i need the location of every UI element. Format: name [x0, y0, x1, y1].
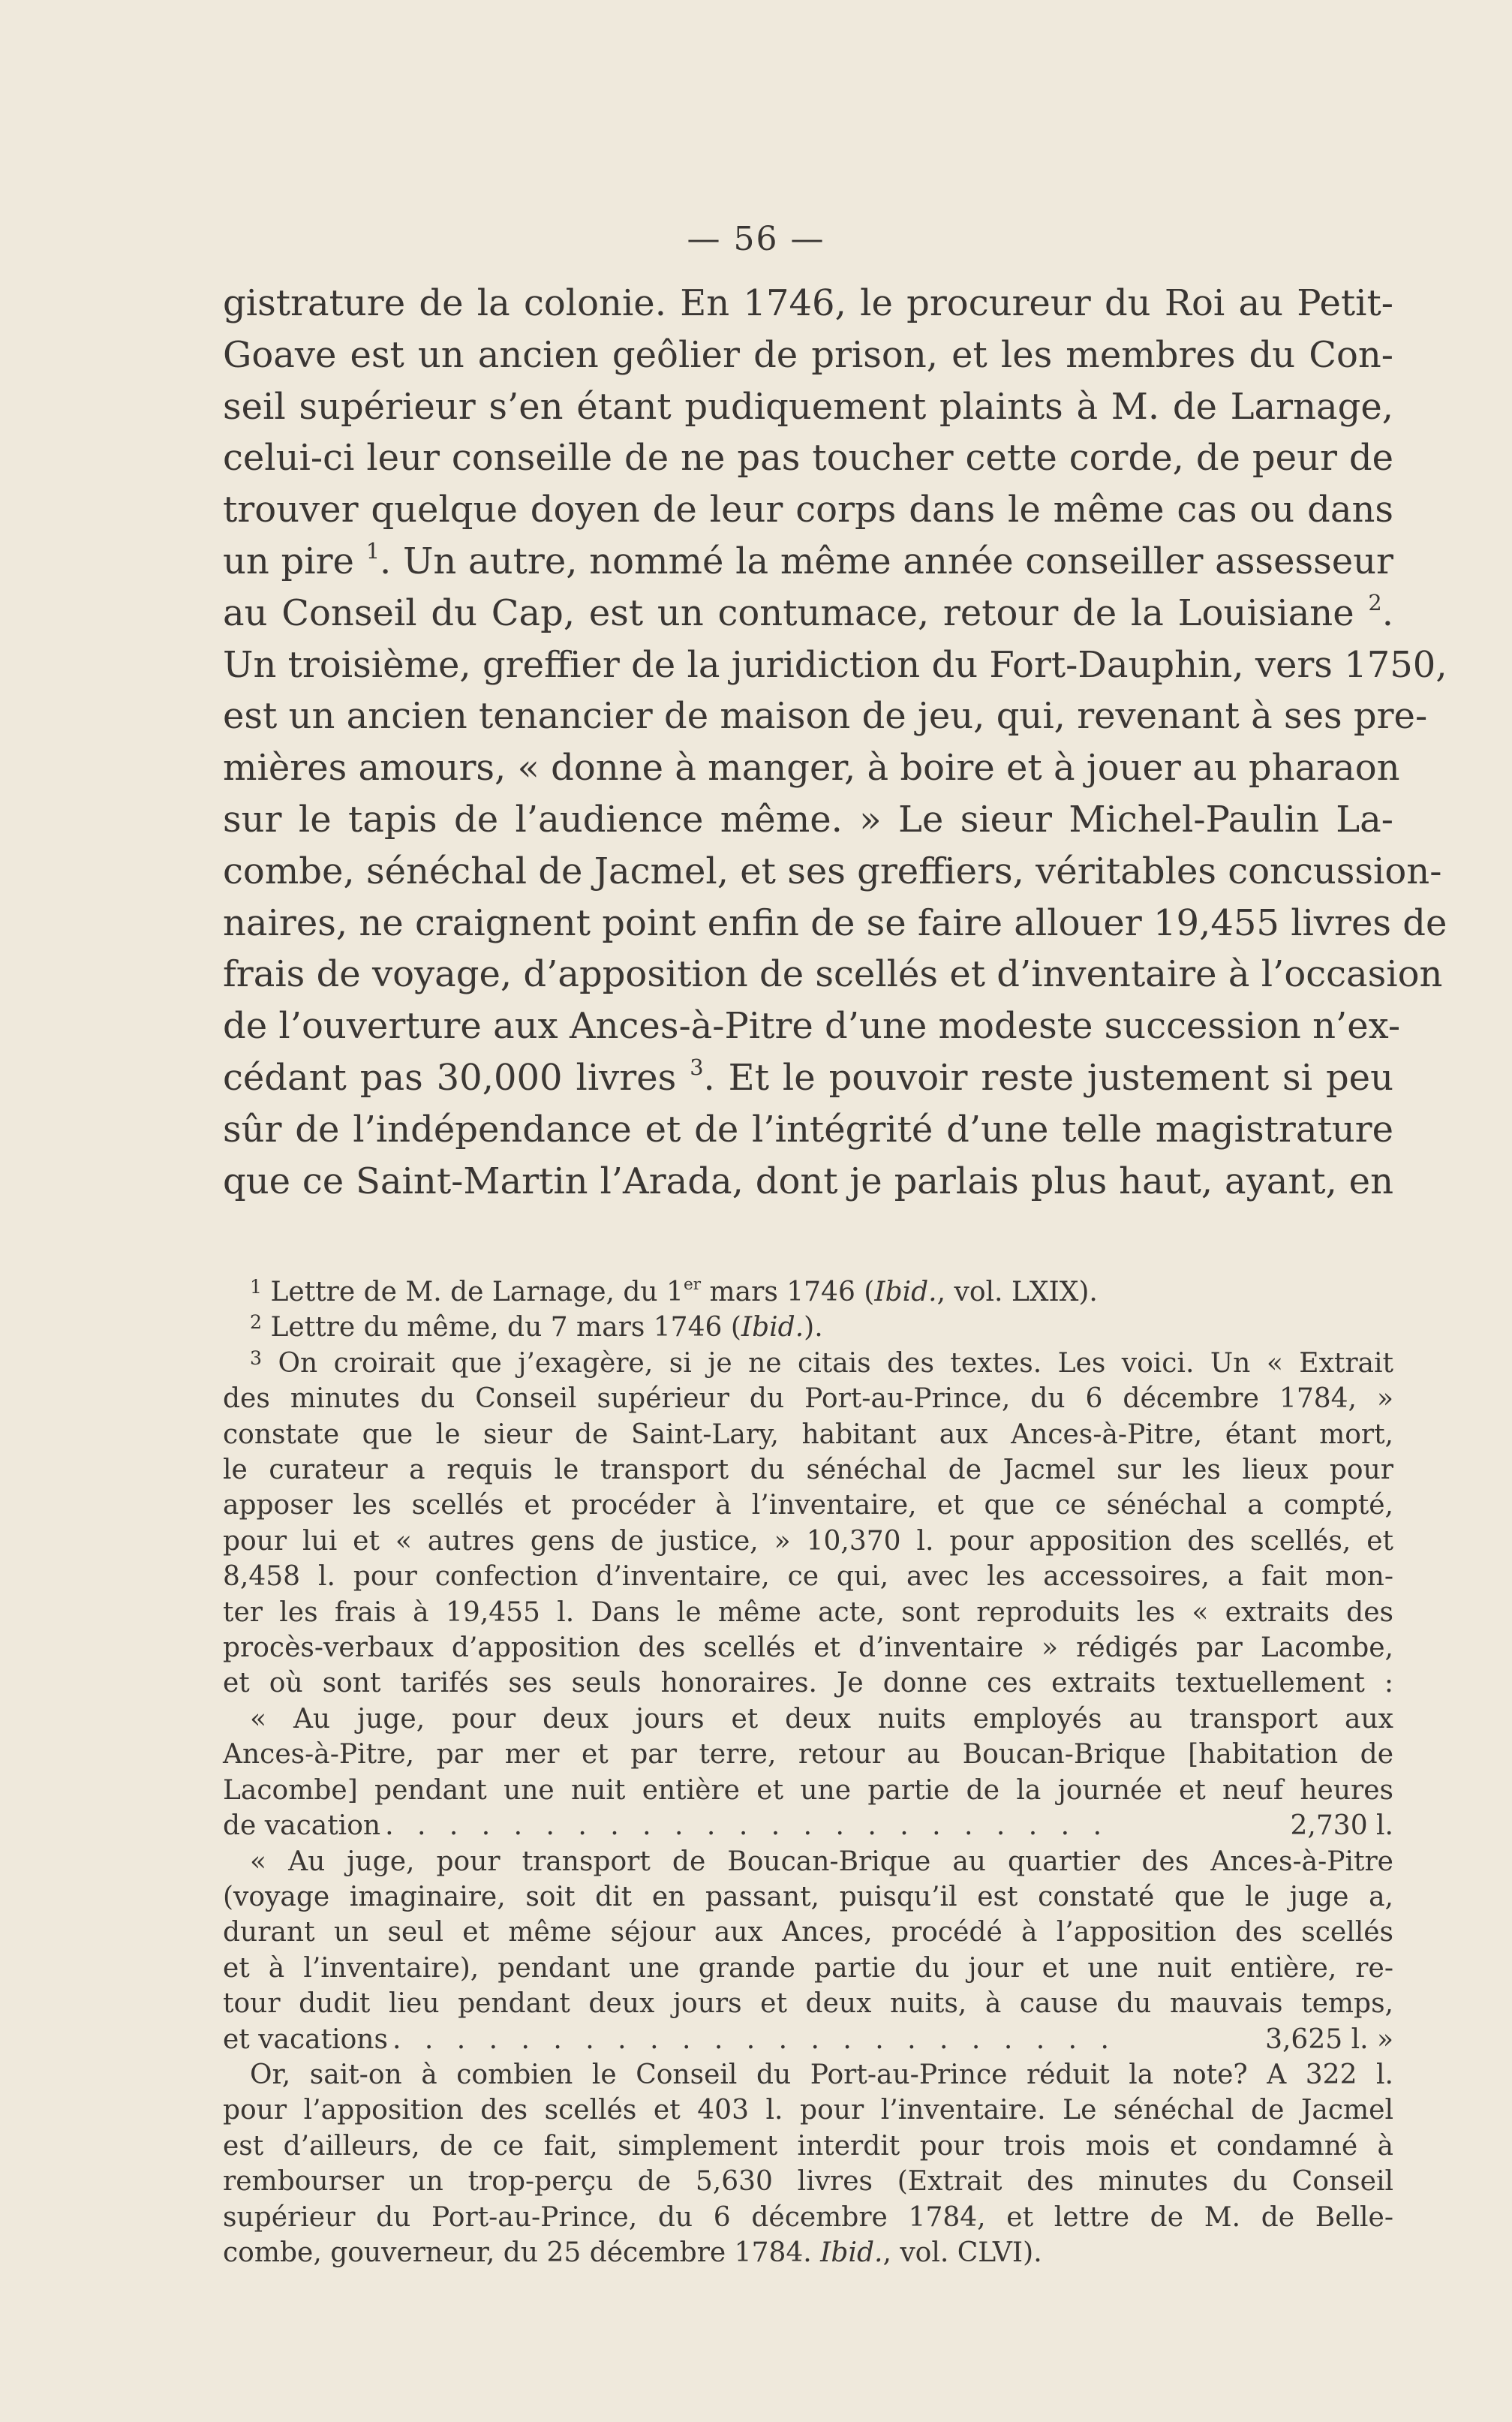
text-line: naires, ne craignent point enfin de se faire allouer 19,455 livres de	[223, 901, 1447, 944]
footnote-3-line: et à l’inventaire), pendant une grande partie du jour et une nuit entière, re-	[223, 1952, 1393, 1984]
footnote-3-line: combe, gouverneur, du 25 décembre 1784. Ibid., vol. CLVI).	[223, 2237, 1042, 2268]
text-line: frais de voyage, d’apposition de scellés et d’inventaire à l’occasion	[223, 953, 1443, 996]
footnote-3-line: « Au juge, pour deux jours et deux nuits employés au transport aux	[250, 1703, 1393, 1735]
text-line: Un troisième, greffier de la juridiction du Fort-Dauphin, vers 1750,	[223, 643, 1447, 686]
text-line: de l’ouverture aux Ances-à-Pitre d’une modeste succession n’ex-	[223, 1005, 1401, 1048]
text-line: sûr de l’indépendance et de l’intégrité d’une telle magistrature	[223, 1108, 1393, 1151]
footnote-3-line: durant un seul et même séjour aux Ances, procédé à l’apposition des scellés	[223, 1917, 1393, 1948]
text-line: est un ancien tenancier de maison de jeu, qui, revenant à ses pre-	[223, 695, 1428, 738]
footnote-3-line: le curateur a requis le transport du sénéchal de Jacmel sur les lieux pour	[223, 1455, 1393, 1486]
footnote-3-line: (voyage imaginaire, soit dit en passant, puisqu’il est constaté que le juge a,	[223, 1881, 1393, 1912]
text-line: un pire $^1$. Un autre, nommé la même année conseiller assesseur	[223, 537, 1394, 582]
footnote-3-line: apposer les scellés et procéder à l’inventaire, et que ce sénéchal a compté,	[223, 1490, 1393, 1521]
footnote-3-line: ter les frais à 19,455 l. Dans le même acte, sont reproduits les « extraits des	[223, 1596, 1393, 1628]
footnote-3-line: des minutes du Conseil supérieur du Port-au-Prince, du 6 décembre 1784, »	[223, 1383, 1393, 1415]
footnote-3-line: pour lui et « autres gens de justice, » 10,370 l. pour apposition des scellés, et	[223, 1525, 1393, 1557]
text-line: trouver quelque doyen de leur corps dans le même cas ou dans	[223, 489, 1393, 531]
footnote-3-line: $^3$ On croirait que j’exagère, si je ne citais des textes. Les voici. Un « Extrait	[250, 1346, 1394, 1379]
footnote-ref-3: 3	[690, 1054, 704, 1080]
footnote-3-line: constate que le sieur de Saint-Lary, habitant aux Ances-à-Pitre, étant mort,	[223, 1419, 1393, 1450]
text-line: seil supérieur s’en étant pudiquement plaints à M. de Larnage,	[223, 385, 1393, 428]
text-line: celui-ci leur conseille de ne pas toucher cette corde, de peur de	[223, 437, 1393, 480]
footnote-3-line: tour dudit lieu pendant deux jours et deux nuits, à cause du mauvais temps,	[223, 1988, 1393, 2020]
footnote-3-line: « Au juge, pour transport de Boucan-Brique au quartier des Ances-à-Pitre	[250, 1846, 1393, 1877]
text-line: au Conseil du Cap, est un contumace, retour de la Louisiane $^2$.	[223, 589, 1393, 634]
text-line: combe, sénéchal de Jacmel, et ses greffiers, véritables concussion-	[223, 850, 1442, 892]
footnote-3-line: supérieur du Port-au-Prince, du 6 décembre 1784, et lettre de M. de Belle-	[223, 2201, 1393, 2233]
fee-item-1: de vacation . . . . . . . . . . . . . . . . . . . . . . . 2,730 l.	[223, 1810, 1393, 1842]
main-text	[223, 278, 1447, 1207]
footnote-3-line: rembourser un trop-perçu de 5,630 livres (Extrait des minutes du Conseil	[223, 2166, 1393, 2198]
text-line: mières amours, « donne à manger, à boire et à jouer au pharaon	[223, 747, 1400, 790]
text-line: cédant pas 30,000 livres $^3$. Et le pouvoir reste justement si peu	[223, 1054, 1393, 1099]
footnote-2: $^2$ Lettre du même, du 7 mars 1746 (Ibid.).	[250, 1311, 823, 1343]
footnote-ref-1: 1	[365, 537, 380, 564]
footnotes	[223, 1274, 1393, 2270]
footnote-3-line: est d’ailleurs, de ce fait, simplement interdit pour trois mois et condamné à	[223, 2130, 1393, 2162]
text-line: gistrature de la colonie. En 1746, le procureur du Roi au Petit-	[223, 282, 1393, 324]
footnote-3-line: Lacombe] pendant une nuit entière et une partie de la journée et neuf heures	[223, 1774, 1393, 1806]
footnote-3-line: Ances-à-Pitre, par mer et par terre, retour au Boucan-Brique [habitation de	[223, 1739, 1393, 1771]
footnote-3-line: et où sont tarifés ses seuls honoraires. Je donne ces extraits textuellement :	[223, 1668, 1393, 1699]
footnote-3-line: pour l’apposition des scellés et 403 l. pour l’inventaire. Le sénéchal de Jacmel	[223, 2095, 1393, 2126]
text-line: que ce Saint-Martin l’Arada, dont je parlais plus haut, ayant, en	[223, 1160, 1393, 1202]
footnote-3-line: 8,458 l. pour confection d’inventaire, ce qui, avec les accessoires, a fait mon-	[223, 1561, 1393, 1593]
footnote-3-line: Or, sait-on à combien le Conseil du Port-au-Prince réduit la note? A 322 l.	[250, 2059, 1393, 2090]
footnote-1: $^1$ Lettre de M. de Larnage, du 1er mars 1746 (Ibid., vol. LXIX).	[250, 1274, 1098, 1307]
footnote-3-line: procès-verbaux d’apposition des scellés et d’inventaire » rédigés par Lacombe,	[223, 1632, 1393, 1664]
fee-item-2: et vacations . . . . . . . . . . . . . . . . . . . . . . . 3,625 l. »	[223, 2023, 1393, 2055]
text-line: Goave est un ancien geôlier de prison, et les membres du Con-	[223, 333, 1393, 376]
text-line: sur le tapis de l’audience même. » Le sieur Michel-Paulin La-	[223, 798, 1393, 841]
page-number: — 56 —	[687, 220, 825, 258]
footnote-ref-2: 2	[1368, 589, 1382, 615]
